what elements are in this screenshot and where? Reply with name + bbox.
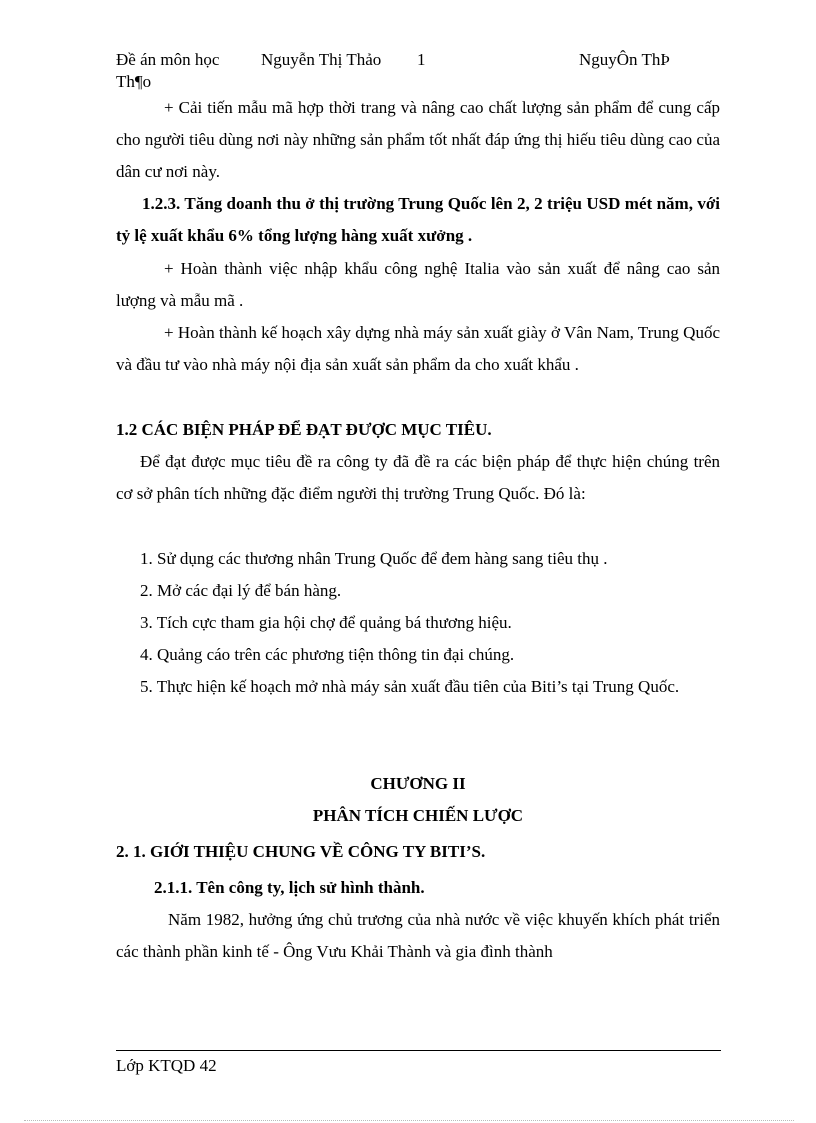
footer-divider — [116, 1050, 721, 1051]
paragraph-build-factory: + Hoàn thành kế hoạch xây dựng nhà máy sản xuất giày ở Vân Nam, Trung Quốc và đầu tư vào nhà máy nội địa sản xuất sản phẩm da cho xuất khẩu . — [116, 323, 720, 374]
measure-item: 2. Mở các đại lý để bán hàng. — [140, 581, 342, 600]
heading-1-2-3: 1.2.3. Tăng doanh thu ở thị trường Trung Quốc lên 2, 2 triệu USD mét năm, với tỷ lệ xuất khẩu 6% tổng lượng hàng xuất xưởng . — [116, 194, 720, 245]
header-garbled-name-cont: Th¶o — [116, 72, 152, 91]
chapter-title: PHÂN TÍCH CHIẾN LƯỢC — [312, 806, 524, 825]
measure-item: 1. Sử dụng các thương nhân Trung Quốc để đem hàng sang tiêu thụ . — [140, 549, 608, 568]
paragraph-import-technology: + Hoàn thành việc nhập khẩu công nghệ Italia vào sản xuất để nâng cao sản lượng và mẫu mã . — [116, 259, 720, 310]
heading-1-2-measures: 1.2 CÁC BIỆN PHÁP ĐỂ ĐẠT ĐƯỢC MỤC TIÊU. — [116, 420, 492, 439]
measure-item: 5. Thực hiện kế hoạch mở nhà máy sản xuất đầu tiên của Biti’s tại Trung Quốc. — [140, 677, 680, 696]
paragraph-measures-intro: Để đạt được mục tiêu đề ra công ty đã đề ra các biện pháp để thực hiện chúng trên cơ sở phân tích những đặc điểm người thị trường Trung Quốc. Đó là: — [116, 452, 720, 503]
heading-2-1: 2. 1. GIỚI THIỆU CHUNG VỀ CÔNG TY BITI’S. — [116, 842, 486, 861]
chapter-number: CHƯƠNG II — [370, 774, 466, 793]
header-page-number: 1 — [417, 50, 426, 69]
paragraph-improve-design: + Cải tiến mẫu mã hợp thời trang và nâng cao chất lượng sản phẩm để cung cấp cho người tiêu dùng nơi này những sản phẩm tốt nhất đáp ứng thị hiếu tiêu dùng cao của dân cư nơi này. — [116, 98, 720, 181]
measure-item: 3. Tích cực tham gia hội chợ để quảng bá thương hiệu. — [140, 613, 512, 632]
measures-list — [116, 543, 720, 703]
footer-class-label: Lớp KTQD 42 — [116, 1056, 217, 1075]
header-author: Nguyễn Thị Thảo — [261, 50, 382, 69]
paragraph-history: Năm 1982, hưởng ứng chủ trương của nhà nước về việc khuyến khích phát triển các thành phần kinh tế - Ông Vưu Khải Thành và gia đình thành — [116, 910, 720, 961]
header-garbled-name: NguyÔn ThÞ — [579, 50, 670, 69]
page-bottom-edge — [24, 1120, 794, 1121]
page-header — [116, 50, 720, 70]
heading-2-1-1: 2.1.1. Tên công ty, lịch sử hình thành. — [154, 878, 425, 897]
measure-item: 4. Quảng cáo trên các phương tiện thông tin đại chúng. — [140, 645, 515, 664]
header-subject: Đề án môn học — [116, 50, 220, 69]
